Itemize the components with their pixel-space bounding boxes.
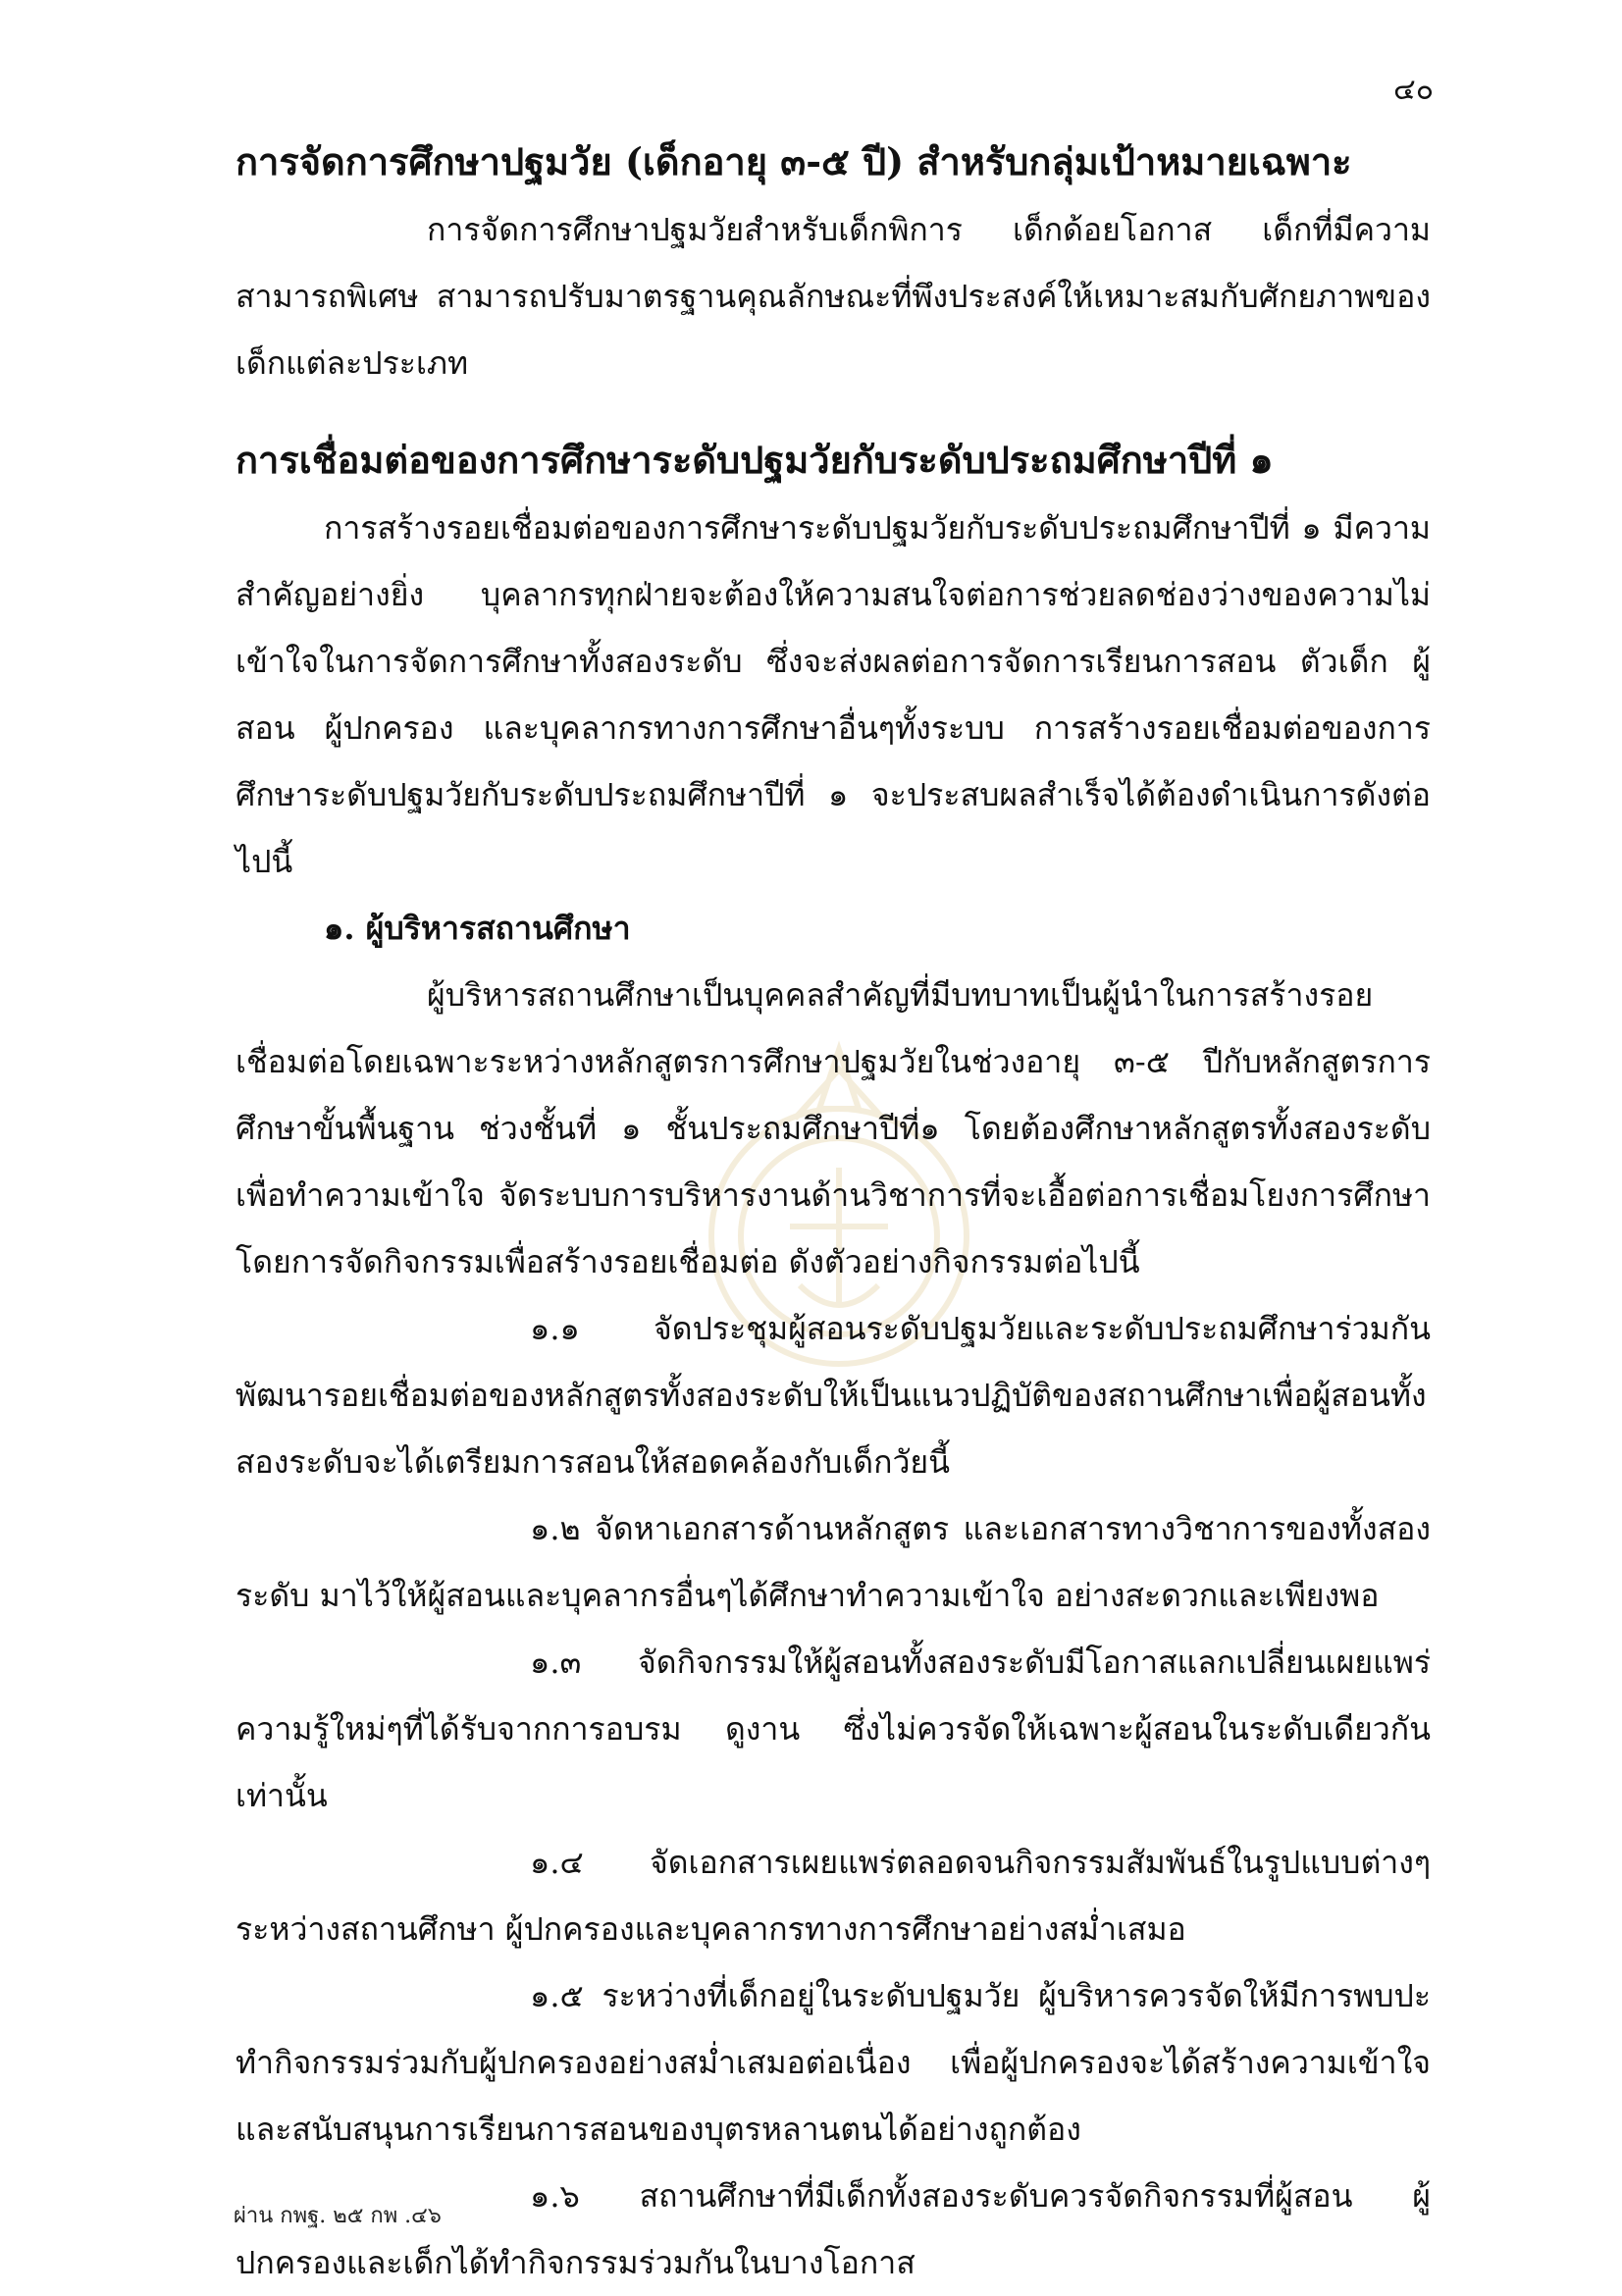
paragraph-special-groups: การจัดการศึกษาปฐมวัยสำหรับเด็กพิการ เด็กด้อยโอกาส เด็กที่มีความสามารถพิเศษ สามารถปรับมาตรฐานคุณลักษณะที่พึงประสงค์ให้เหมาะสมกับศักยภาพของเด็กแต่ละประเภท — [235, 211, 1431, 382]
paragraph-administrators: ผู้บริหารสถานศึกษาเป็นบุคคลสำคัญที่มีบทบาทเป็นผู้นำในการสร้างรอยเชื่อมต่อโดยเฉพาะระหว่างหลักสูตรการศึกษาปฐมวัยในช่วงอายุ ๓-๕ ปีกับหลักสูตรการศึกษาขั้นพื้นฐาน ช่วงชั้นที่ ๑ ชั้นประถมศึกษาปีที่๑ โดยต้องศึกษาหลักสูตรทั้งสองระดับ เพื่อทำความเข้าใจ จัดระบบการบริหารงานด้านวิชาการที่จะเอื้อต่อการเชื่อมโยงการศึกษาโดยการจัดกิจกรรมเพื่อสร้างรอยเชื่อมต่อ ดังตัวอย่างกิจกรรมต่อไปนี้ — [235, 976, 1431, 1280]
list-item: ๑.๑ จัดประชุมผู้สอนระดับปฐมวัยและระดับประถมศึกษาร่วมกันพัฒนารอยเชื่อมต่อของหลักสูตรทั้งสองระดับให้เป็นแนวปฏิบัติของสถานศึกษาเพื่อผู้สอนทั้งสองระดับจะได้เตรียมการสอนให้สอดคล้องกับเด็กวัยนี้ — [235, 1310, 1431, 1481]
document-body — [235, 128, 1431, 2296]
list-item: ๑.๕ ระหว่างที่เด็กอยู่ในระดับปฐมวัย ผู้บริหารควรจัดให้มีการพบปะทำกิจกรรมร่วมกับผู้ปกครองอย่างสม่ำเสมอต่อเนื่อง เพื่อผู้ปกครองจะได้สร้างความเข้าใจและสนับสนุนการเรียนการสอนของบุตรหลานตนได้อย่างถูกต้อง — [235, 1977, 1431, 2148]
sub-heading-administrators: ๑. ผู้บริหารสถานศึกษา — [324, 910, 631, 947]
section-heading-transition: การเชื่อมต่อของการศึกษาระดับปฐมวัยกับระดับประถมศึกษาปีที่ ๑ — [235, 438, 1274, 482]
list-item: ๑.๖ สถานศึกษาที่มีเด็กทั้งสองระดับควรจัดกิจกรรมที่ผู้สอน ผู้ปกครองและเด็กได้ทำกิจกรรมร่วมกันในบางโอกาส — [235, 2177, 1431, 2281]
paragraph-transition-intro: การสร้างรอยเชื่อมต่อของการศึกษาระดับปฐมวัยกับระดับประถมศึกษาปีที่ ๑ มีความสำคัญอย่างยิ่ง บุคลากรทุกฝ่ายจะต้องให้ความสนใจต่อการช่วยลดช่องว่างของความไม่เข้าใจในการจัดการศึกษาทั้งสองระดับ ซึ่งจะส่งผลต่อการจัดการเรียนการสอน ตัวเด็ก ผู้สอน ผู้ปกครอง และบุคลากรทางการศึกษาอื่นๆทั้งระบบ การสร้างรอยเชื่อมต่อของการศึกษาระดับปฐมวัยกับระดับประถมศึกษาปีที่ ๑ จะประสบผลสำเร็จได้ต้องดำเนินการดังต่อไปนี้ — [235, 509, 1431, 880]
list-item: ๑.๓ จัดกิจกรรมให้ผู้สอนทั้งสองระดับมีโอกาสแลกเปลี่ยนเผยแพร่ความรู้ใหม่ๆที่ได้รับจากการอบรม ดูงาน ซึ่งไม่ควรจัดให้เฉพาะผู้สอนในระดับเดียวกันเท่านั้น — [235, 1644, 1431, 1814]
footer-note: ผ่าน กพฐ. ๒๕ กพ .๔๖ — [234, 2204, 442, 2228]
list-item: ๑.๔ จัดเอกสารเผยแพร่ตลอดจนกิจกรรมสัมพันธ์ในรูปแบบต่างๆระหว่างสถานศึกษา ผู้ปกครองและบุคลากรทางการศึกษาอย่างสม่ำเสมอ — [235, 1844, 1431, 1948]
page-number: ๔๐ — [1392, 73, 1434, 107]
section-heading-special-groups: การจัดการศึกษาปฐมวัย (เด็กอายุ ๓-๕ ปี) สำหรับกลุ่มเป้าหมายเฉพาะ — [235, 139, 1352, 183]
list-item: ๑.๒ จัดหาเอกสารด้านหลักสูตร และเอกสารทางวิชาการของทั้งสองระดับ มาไว้ให้ผู้สอนและบุคลากรอื่นๆได้ศึกษาทำความเข้าใจ อย่างสะดวกและเพียงพอ — [235, 1510, 1431, 1614]
